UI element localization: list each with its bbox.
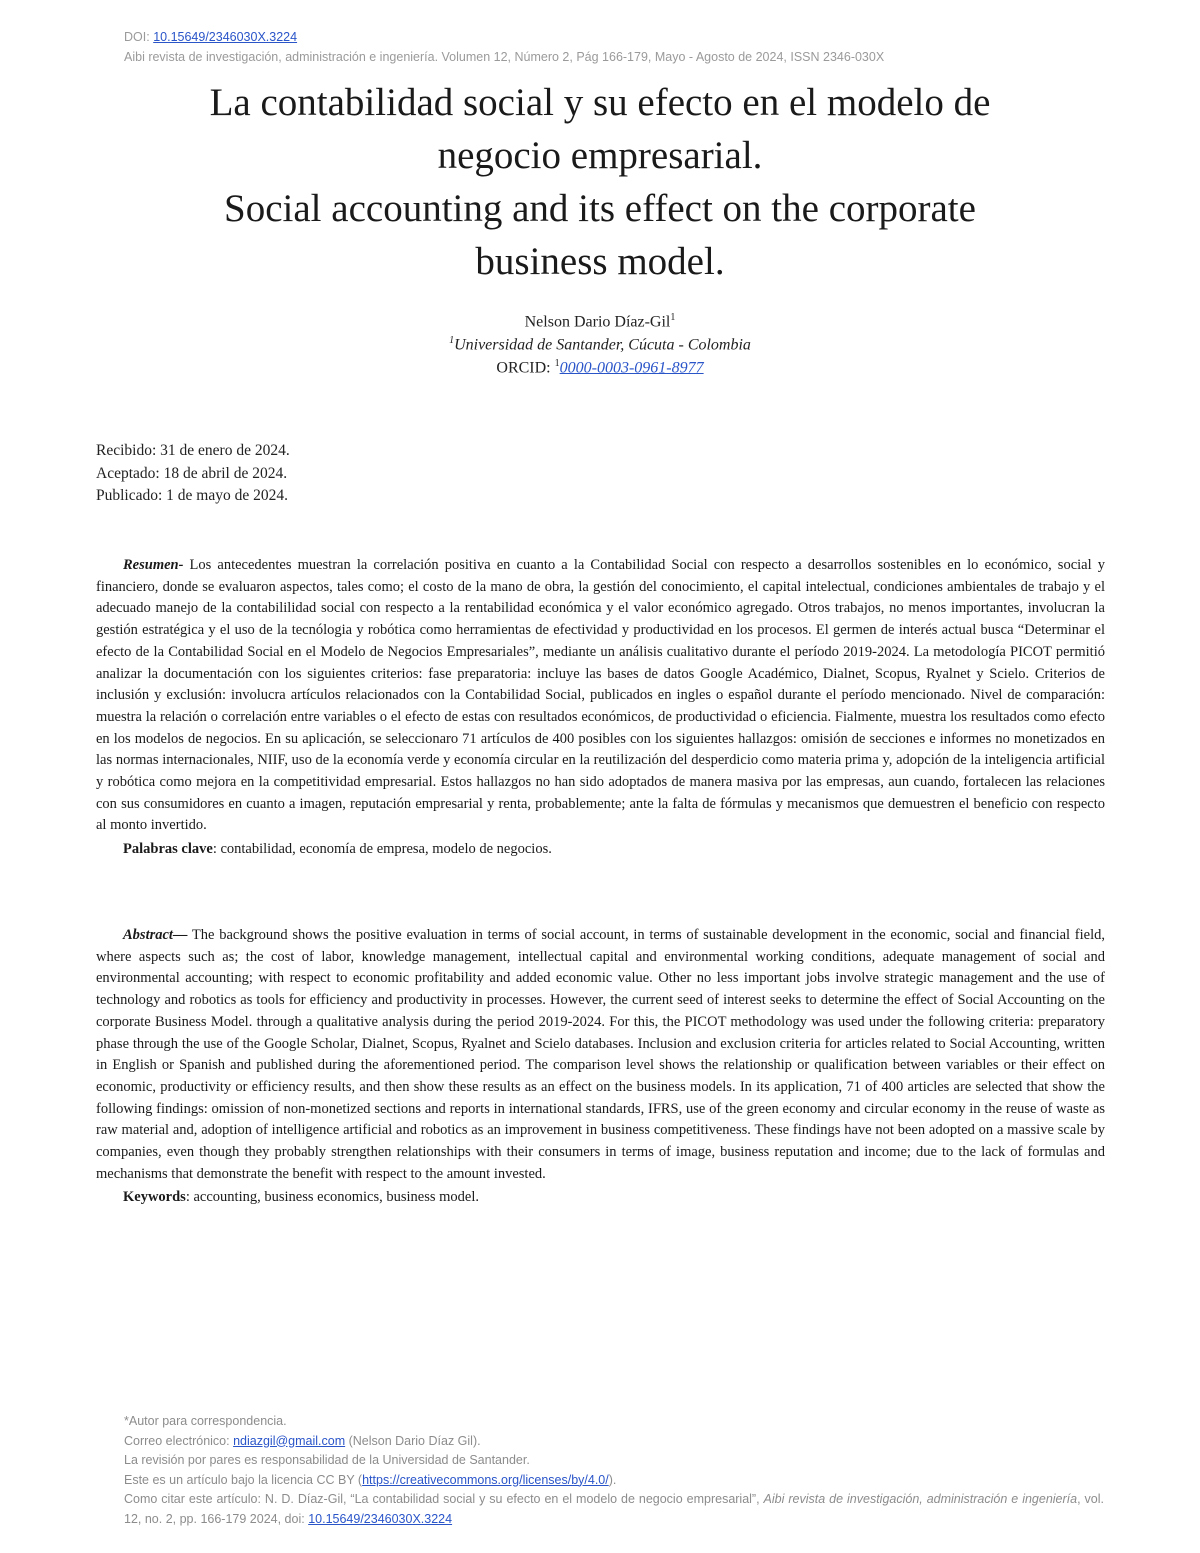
author-name	[0, 312, 1200, 331]
abstract-text: The background shows the positive evaluation in terms of social account, in terms of sustainable development in the economic, social and financial field, where aspects such as; the cost of labor, knowledge management, intellectual capital and environmental working conditions, adequate management of social and environmental accounting; with respect to economic profitability and added economic value. Other no less important jobs involve strategic management and the use of technology and robotics as tools for efficiency and productivity in processes. However, the current seed of interest seeks to determine the effect of Social Accounting on the corporate Business Model. through a qualitative analysis during the period 2019-2024. For this, the PICOT methodology was used under the following criteria: preparatory phase through the use of the Google Scholar, Dialnet, Scopus, Ryalnet and Scielo databases. Inclusion and exclusion criteria for articles related to Social Accounting, written in English or Spanish and published during the aforementioned period. The comparison level shows the relationship or qualification between variables or their effect on economic, productivity or efficiency results, and then show these results as an effect on the business models. In its application, 71 of 400 articles are selected that show the following findings: omission of non-monetized sections and reports in international standards, IFRS, use of the green economy and circular economy in the reuse of waste as raw material and, adoption of intelligence artificial and robotics as an improvement in business competitiveness. These findings have not been adopted on a massive scale by companies, even though they probably strengthen relationships with their consumers in terms of image, business reputation and income; due to the lack of formulas and mechanisms that demonstrate the benefit with respect to the amount invested.	[96, 927, 1105, 1182]
resumen-paragraph	[96, 555, 1105, 837]
orcid-link[interactable]: 0000-0003-0961-8977	[559, 359, 704, 377]
affiliation-sup: 1	[449, 335, 455, 346]
title-spanish-line-2: negocio empresarial.	[437, 134, 763, 177]
date-received: Recibido: 31 de enero de 2024.	[96, 442, 290, 459]
title-english	[0, 182, 1200, 288]
orcid-label: ORCID:	[496, 359, 551, 377]
email-note	[124, 1432, 1104, 1452]
email-label: Correo electrónico:	[124, 1433, 234, 1448]
license-note	[124, 1471, 1104, 1491]
palabras-clave	[96, 839, 1105, 861]
cite-rest: , vol. 12, no. 2, pp. 166-179 2024, doi:	[124, 1492, 1105, 1526]
citation-note	[124, 1490, 1104, 1529]
title-english-line-2: business model.	[475, 240, 725, 283]
author-affiliation	[0, 335, 1200, 354]
resumen-text: Los antecedentes muestran la correlación positiva en cuanto a la Contabilidad Social con respecto a desarrollos sostenibles en lo económico, social y financiero, donde se evaluaron aspectos, tales como; el costo de la mano de obra, la gestión del conocimiento, el capital intelectual, condiciones ambientales de trabajo y el adecuado manejo de la contabililidad social con respecto a la rentabilidad económica y el valor económico agregado. Otros trabajos, no menos importantes, involucran la gestión estratégica y el uso de la tecnólogia y robótica como herramientas de efectividad y productividad en los procesos. El germen de interés actual busca “Determinar el efecto de la Contabilidad Social en el Modelo de Negocios Empresariales”, mediante un análisis cualitativo durante el período 2019-2024. La metodología PICOT permitió analizar la documentación con los siguientes criterios: fase preparatoria: incluye las bases de datos Google Académico, Dialnet, Scopus, Ryalnet y Scielo. Criterios de inclusión y exclusión: involucra artículos relacionados con la Contabilidad Social, publicados en ingles o español durante el período mencionado. Nivel de comparación: muestra la relación o correlación entre variables o el efecto de estas con resultados económicos, de productividad o eficiencia. Fialmente, muestra los resultados como efecto en los modelos de negocios. En su aplicación, se seleccionaro 71 artículos de 400 posibles con los siguientes hallazgos: omisión de secciones e informes no monetizados en las normas internacionales, NIIF, uso de la economía verde y economía circular en la reutilización del desperdicio como materia prima y, adopción de la inteligencia artificial y robótica como mejora en la competitividad empresarial. Estos hallazgos no han sido adoptados de manera masiva por las empresas, aun cuando, fortalecen las relaciones con sus consumidores en cuanto a imagen, reputación empresarial y renta, probablemente; ante la falta de fórmulas y mecanismos que demuestren el beneficio con respecto al monto invertido.	[96, 557, 1105, 834]
license-link[interactable]: https://creativecommons.org/licenses/by/4.0/	[362, 1472, 609, 1487]
keywords-text: : accounting, business economics, business model.	[185, 1189, 480, 1206]
author-name-text: Nelson Dario Díaz-Gil	[524, 313, 671, 331]
title-english-line-1: Social accounting and its effect on the corporate	[224, 187, 976, 230]
cite-prefix: Como citar este artículo: N. D. Díaz-Gil, “La contabilidad social y su efecto en el modelo de negocio empresarial”,	[124, 1492, 764, 1506]
palabras-clave-text: : contabilidad, economía de empresa, modelo de negocios.	[212, 841, 552, 858]
email-link[interactable]: ndiazgil@gmail.com	[233, 1433, 346, 1448]
date-accepted: Aceptado: 18 de abril de 2024.	[96, 464, 288, 482]
abstract-label: Abstract—	[123, 927, 188, 943]
title-spanish-line-1: La contabilidad social y su efecto en el modelo de	[209, 81, 991, 124]
affiliation-text: Universidad de Santander, Cúcuta - Colombia	[454, 336, 751, 354]
date-published: Publicado: 1 de mayo de 2024.	[96, 487, 288, 504]
email-after: (Nelson Dario Díaz Gil).	[345, 1433, 481, 1448]
palabras-clave-label: Palabras clave	[123, 841, 213, 858]
orcid-sup: 1	[554, 358, 560, 369]
resumen-section	[96, 555, 1105, 861]
footer-notes	[124, 1412, 1104, 1529]
correspondence-note: *Autor para correspondencia.	[124, 1414, 287, 1428]
resumen-label: Resumen-	[123, 557, 184, 573]
license-suffix: ).	[608, 1472, 617, 1487]
cite-doi-link[interactable]: 10.15649/2346030X.3224	[308, 1511, 453, 1526]
cite-journal: Aibi revista de investigación, administración e ingeniería	[763, 1492, 1078, 1506]
license-prefix: Este es un artículo bajo la licencia CC BY (	[124, 1472, 363, 1487]
title-spanish	[0, 76, 1200, 182]
publication-dates	[96, 440, 290, 508]
author-orcid	[0, 358, 1200, 377]
doi-link[interactable]: 10.15649/2346030X.3224	[153, 30, 298, 44]
journal-info: Aibi revista de investigación, administración e ingeniería. Volumen 12, Número 2, Pág 166-179, Mayo - Agosto de 2024, ISSN 2346-030X	[124, 50, 885, 64]
doi-label: DOI:	[124, 30, 150, 44]
abstract-paragraph	[96, 925, 1105, 1185]
abstract-section	[96, 925, 1105, 1209]
keywords	[96, 1187, 1105, 1209]
author-sup: 1	[670, 312, 676, 323]
keywords-label: Keywords	[123, 1189, 186, 1206]
peer-review-note: La revisión por pares es responsabilidad de la Universidad de Santander.	[124, 1453, 530, 1467]
doi-line	[124, 30, 297, 44]
